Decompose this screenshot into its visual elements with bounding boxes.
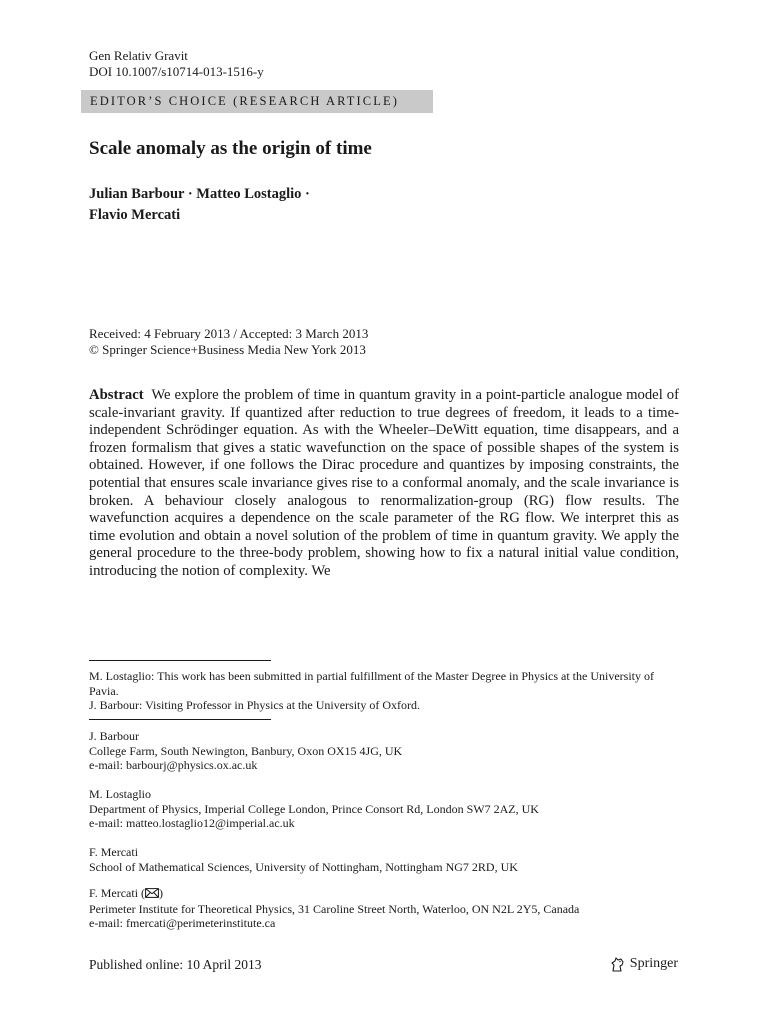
abstract-heading: Abstract [89, 387, 144, 403]
affiliation-name-line [89, 886, 579, 902]
published-online: Published online: 10 April 2013 [89, 957, 262, 972]
springer-horse-logo-icon [610, 956, 626, 972]
publication-dates [89, 326, 368, 358]
author-list [89, 184, 310, 226]
affiliation-address: College Farm, South Newington, Banbury, Oxon OX15 4JG, UK [89, 743, 403, 758]
affiliation-lostaglio [89, 787, 539, 831]
affiliation-name-suffix: ) [159, 886, 164, 900]
received-accepted: Received: 4 February 2013 / Accepted: 3 March 2013 [89, 326, 369, 341]
affiliation-address: Perimeter Institute for Theoretical Physics, 31 Caroline Street North, Waterloo, ON N2L 2Y5, Canada [89, 901, 580, 916]
affiliation-email[interactable]: e-mail: fmercati@perimeterinstitute.ca [89, 916, 276, 930]
affiliation-mercati-nottingham [89, 845, 518, 874]
footnote-divider [89, 660, 271, 661]
affiliation-name: F. Mercati [89, 845, 139, 859]
publisher-logo [610, 956, 678, 972]
journal-name: Gen Relativ Gravit [89, 48, 188, 63]
journal-info [89, 48, 264, 80]
affiliation-email[interactable]: e-mail: barbourj@physics.ox.ac.uk [89, 758, 258, 772]
article-type-banner: EDITOR’S CHOICE (RESEARCH ARTICLE) [81, 90, 433, 113]
affiliation-address: Department of Physics, Imperial College London, Prince Consort Rd, London SW7 2AZ, UK [89, 801, 539, 816]
affiliation-barbour [89, 729, 402, 773]
author-line-1: Julian Barbour · Matteo Lostaglio · [89, 186, 310, 202]
footnote-2: J. Barbour: Visiting Professor in Physics at the University of Oxford. [89, 698, 421, 712]
affiliation-divider [89, 719, 271, 720]
abstract-text: We explore the problem of time in quantum gravity in a point-particle analogue model of scale-invariant gravity. If quantized after reduction to true degrees of freedom, it leads to a time-independent Schrödinger equation. As with the Wheeler–DeWitt equation, time disappears, and a frozen formalism that gives a static wavefunction on the space of possible shapes of the system is obtained. However, if one follows the Dirac procedure and quantizes by imposing constraints, the potential that ensures scale invariance gives rise to a conformal anomaly, and the scale invariance is broken. A behaviour closely analogous to renormalization-group (RG) flow results. The wavefunction acquires a dependence on the scale parameter of the RG flow. We interpret this as time evolution and obtain a novel solution of the problem of time in quantum gravity. We apply the general procedure to the three-body problem, showing how to fix a natural initial value condition, introducing the notion of complexity. We [89, 387, 679, 579]
abstract [89, 387, 679, 581]
publisher-name: Springer [629, 956, 678, 971]
affiliation-address: School of Mathematical Sciences, University of Nottingham, Nottingham NG7 2RD, UK [89, 859, 518, 874]
affiliation-name: M. Lostaglio [89, 787, 151, 801]
journal-doi: DOI 10.1007/s10714-013-1516-y [89, 64, 264, 79]
footnote-1: M. Lostaglio: This work has been submitted in partial fulfillment of the Master Degree in Physics at the University of Pavia. [89, 669, 655, 698]
affiliation-name: J. Barbour [89, 729, 139, 743]
affiliation-email[interactable]: e-mail: matteo.lostaglio12@imperial.ac.uk [89, 816, 295, 830]
author-line-2: Flavio Mercati [89, 207, 181, 223]
affiliation-name: F. Mercati ( [89, 886, 146, 900]
copyright-notice: © Springer Science+Business Media New York 2013 [89, 342, 366, 357]
paper-title: Scale anomaly as the origin of time [89, 138, 372, 159]
envelope-icon[interactable] [145, 887, 159, 902]
affiliation-mercati-perimeter [89, 886, 579, 931]
